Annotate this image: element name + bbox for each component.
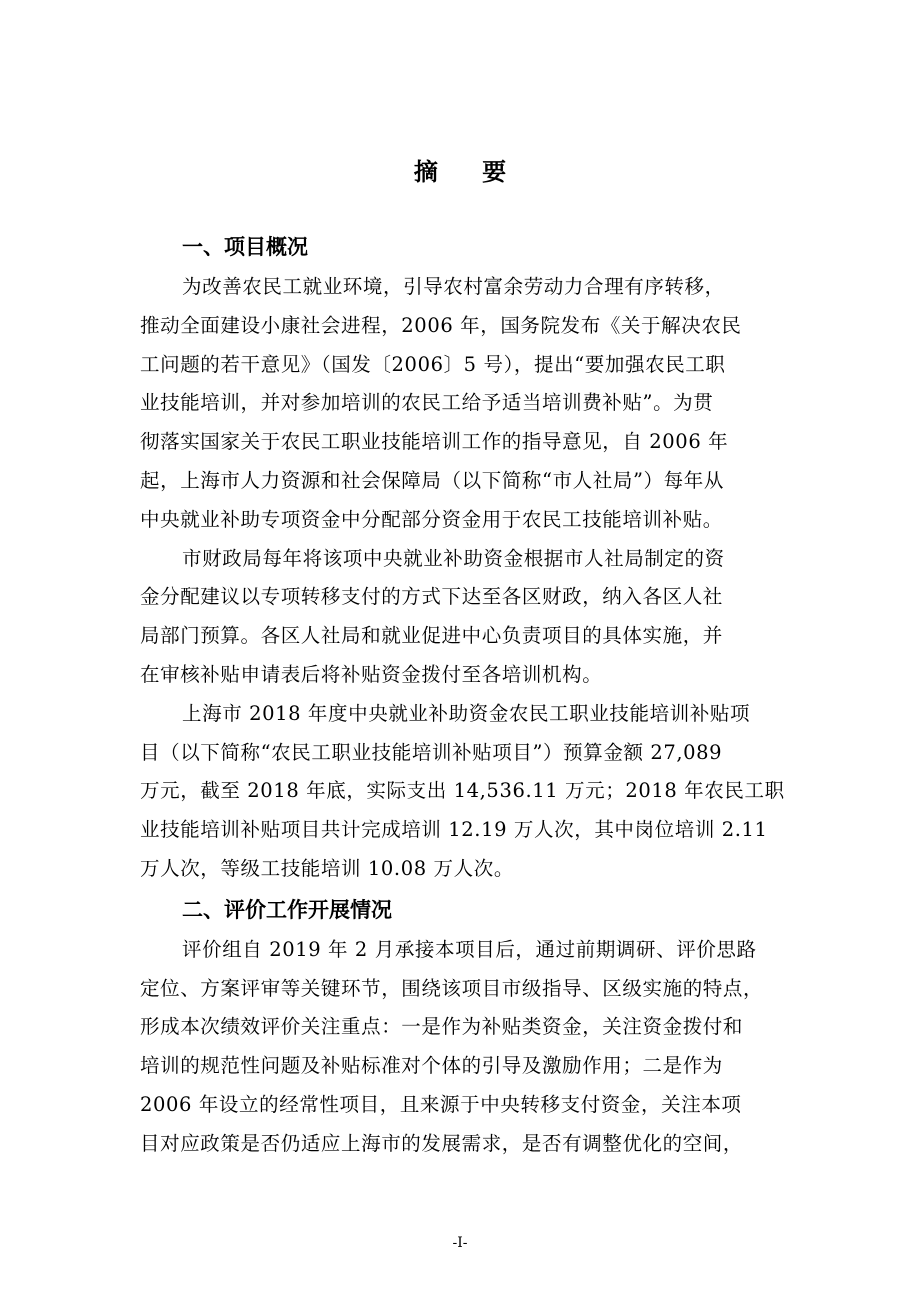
text-line: 业技能培训补贴项目共计完成培训 12.19 万人次，其中岗位培训 2.11 (140, 818, 768, 842)
text-line: 万人次，等级工技能培训 10.08 万人次。 (140, 856, 514, 880)
text-line: 培训的规范性问题及补贴标准对个体的引导及激励作用；二是作为 (140, 1054, 723, 1078)
text-line: 中央就业补助专项资金中分配部分资金用于农民工技能培训补贴。 (140, 507, 723, 531)
text-line: 定位、方案评审等关键环节，围绕该项目市级指导、区级实施的特点， (140, 976, 764, 1000)
text-line: 工问题的若干意见》（国发〔2006〕5 号），提出“要加强农民工职 (140, 352, 726, 376)
text-line: 2006 年设立的经常性项目，且来源于中央转移支付资金，关注本项 (140, 1092, 742, 1116)
paragraph (140, 695, 785, 889)
text-line: 目对应政策是否仍适应上海市的发展需求，是否有调整优化的空间， (140, 1131, 744, 1155)
text-line: 上海市 2018 年度中央就业补助资金农民工职业技能培训补贴项 (182, 701, 751, 725)
document-body (140, 226, 785, 1164)
text-line: 业技能培训，并对参加培训的农民工给予适当培训费补贴”。为贯 (140, 391, 714, 415)
page-number: -I- (452, 1235, 468, 1251)
section-heading-evaluation: 二、评价工作开展情况 (182, 897, 392, 922)
text-line: 评价组自 2019 年 2 月承接本项目后，通过前期调研、评价思路 (182, 937, 757, 961)
text-line: 为改善农民工就业环境，引导农村富余劳动力合理有序转移， (182, 275, 725, 298)
text-line: 形成本次绩效评价关注重点：一是作为补贴类资金，关注资金拨付和 (140, 1015, 744, 1039)
paragraph (140, 268, 782, 540)
paragraph (140, 540, 782, 695)
text-line: 彻落实国家关于农民工职业技能培训工作的指导意见，自 2006 年 (140, 430, 729, 454)
text-line: 目（以下简称“农民工职业技能培训补贴项目”）预算金额 27,089 (140, 740, 723, 764)
text-line: 金分配建议以专项转移支付的方式下达至各区财政，纳入各区人社 (140, 585, 723, 609)
text-line: 在审核补贴申请表后将补贴资金拨付至各培训机构。 (140, 662, 603, 686)
paragraph (140, 931, 782, 1164)
text-line: 局部门预算。各区人社局和就业促进中心负责项目的具体实施，并 (140, 624, 723, 648)
text-line: 万元，截至 2018 年底，实际支出 14,536.11 万元；2018 年农民工职 (140, 779, 785, 803)
text-line: 起，上海市人力资源和社会保障局（以下简称“市人社局”）每年从 (140, 468, 724, 492)
page-title: 摘 要 (413, 158, 525, 186)
text-line: 市财政局每年将该项中央就业补助资金根据市人社局制定的资 (182, 546, 725, 570)
section-heading-overview: 一、项目概况 (182, 235, 308, 259)
text-line: 推动全面建设小康社会进程，2006 年，国务院发布《关于解决农民 (140, 313, 742, 337)
